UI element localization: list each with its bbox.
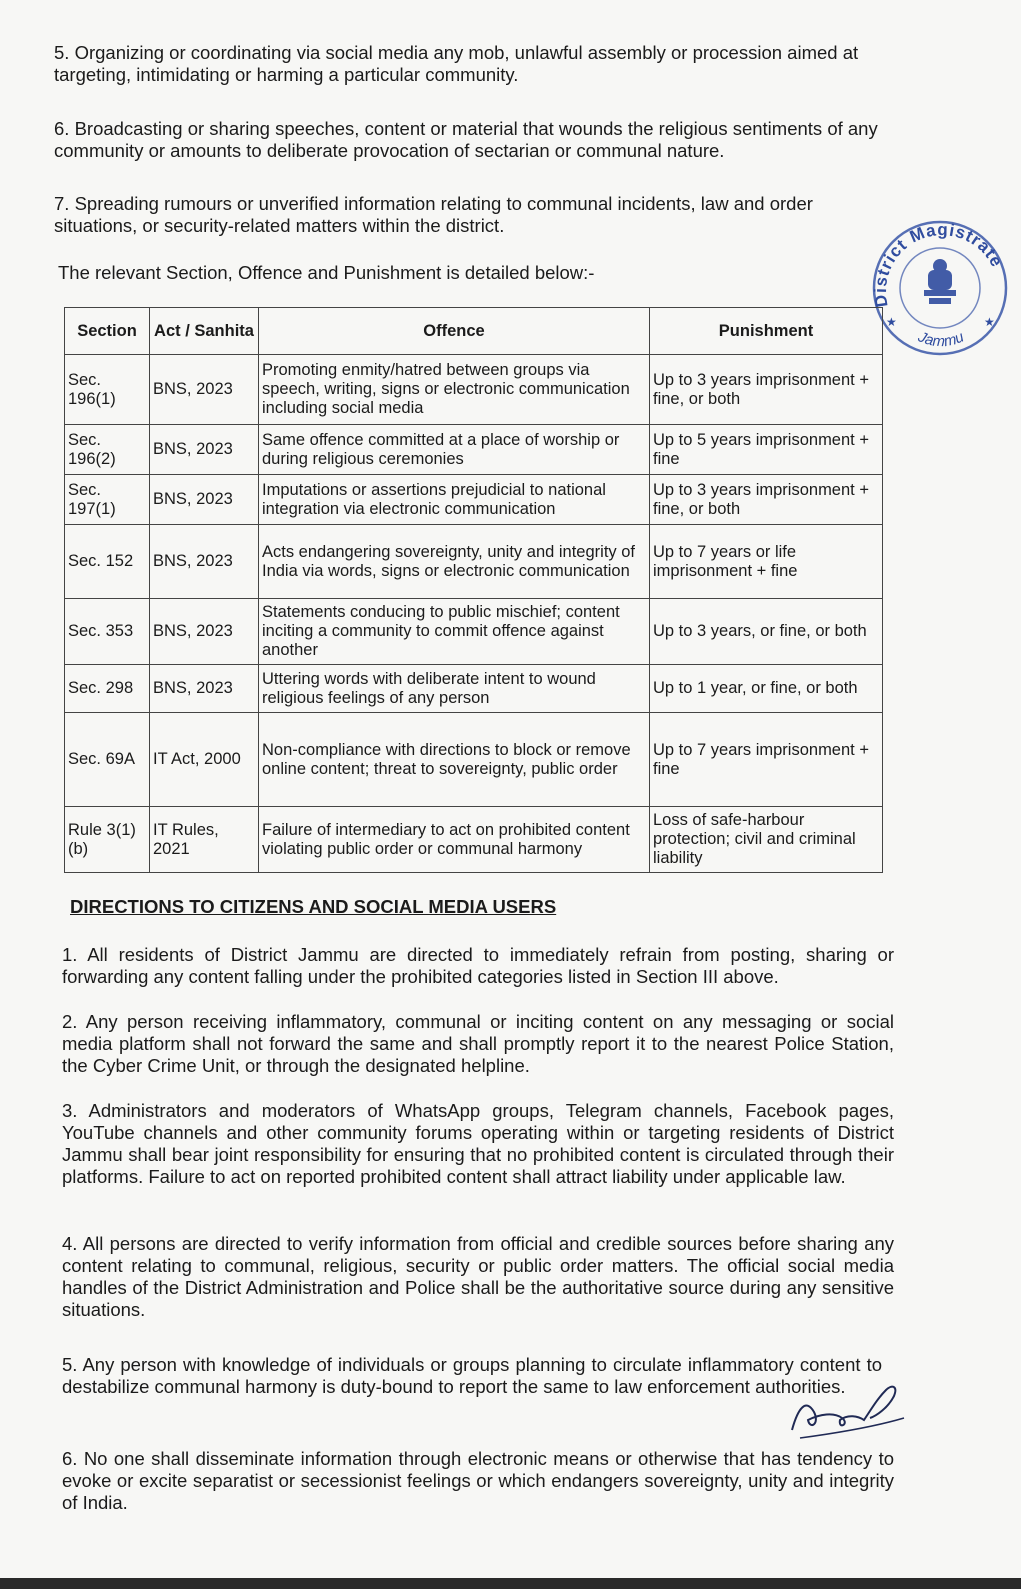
cell-section: Sec. 298 <box>65 665 150 713</box>
cell-punishment: Up to 5 years imprisonment + fine <box>650 425 883 475</box>
cell-offence: Same offence committed at a place of worship or during religious ceremonies <box>259 425 650 475</box>
cell-punishment: Up to 7 years or life imprisonment + fine <box>650 525 883 599</box>
cell-act: BNS, 2023 <box>150 525 259 599</box>
table-row <box>65 355 883 425</box>
direction-item-4: 4. All persons are directed to verify information from official and credible sources before sharing any content relating to communal, religious, security or public order matters. The official social media handles of the District Administration and Police shall be the authoritative source during any sensitive situations. <box>62 1233 894 1320</box>
stamp-top-text: District Magistrate <box>870 220 1007 309</box>
cell-act: BNS, 2023 <box>150 599 259 665</box>
list-item-6: 6. Broadcasting or sharing speeches, content or material that wounds the religious sentiments of any community or amounts to deliberate provocation of sectarian or communal nature. <box>54 118 878 161</box>
table-row <box>65 599 883 665</box>
cell-punishment: Loss of safe-harbour protection; civil and criminal liability <box>650 807 883 873</box>
table-row <box>65 713 883 807</box>
cell-act: IT Rules, 2021 <box>150 807 259 873</box>
direction-item-6: 6. No one shall disseminate information through electronic means or otherwise that has tendency to evoke or excite separatist or secessionist feelings or which endangers sovereignty, unity and integrity of India. <box>62 1448 894 1513</box>
svg-text:★: ★ <box>984 315 995 329</box>
cell-section: Sec. 152 <box>65 525 150 599</box>
directions-heading: DIRECTIONS TO CITIZENS AND SOCIAL MEDIA USERS <box>70 896 557 917</box>
cell-punishment: Up to 3 years imprisonment + fine, or both <box>650 355 883 425</box>
cell-section: Sec. 196(2) <box>65 425 150 475</box>
svg-text:Jammu <box>915 328 967 350</box>
cell-offence: Failure of intermediary to act on prohibited content violating public order or communal harmony <box>259 807 650 873</box>
table-intro: The relevant Section, Offence and Punishment is detailed below:- <box>58 262 595 283</box>
district-magistrate-stamp <box>866 214 1014 362</box>
page-bottom-edge <box>0 1578 1021 1589</box>
table-row <box>65 665 883 713</box>
cell-punishment: Up to 3 years imprisonment + fine, or both <box>650 475 883 525</box>
cell-offence: Uttering words with deliberate intent to wound religious feelings of any person <box>259 665 650 713</box>
header-section: Section <box>65 308 150 355</box>
direction-item-2: 2. Any person receiving inflammatory, communal or inciting content on any messaging or social media platform shall not forward the same and shall promptly report it to the nearest Police Station, the Cyber Crime Unit, or through the designated helpline. <box>62 1011 894 1076</box>
cell-section: Sec. 353 <box>65 599 150 665</box>
table-row <box>65 425 883 475</box>
header-punishment: Punishment <box>650 308 883 355</box>
cell-punishment: Up to 1 year, or fine, or both <box>650 665 883 713</box>
direction-item-3: 3. Administrators and moderators of WhatsApp groups, Telegram channels, Facebook pages, YouTube channels and other community forums operating within or targeting residents of District Jammu shall bear joint responsibility for ensuring that no prohibited content is circulated through their platforms. Failure to act on reported prohibited content shall attract liability under applicable law. <box>62 1100 894 1187</box>
stamp-seal-graphic <box>866 214 1014 362</box>
list-item-7: 7. Spreading rumours or unverified information relating to communal incidents, law and order situations, or security-related matters within the district. <box>54 193 813 236</box>
cell-punishment: Up to 7 years imprisonment + fine <box>650 713 883 807</box>
table-row <box>65 807 883 873</box>
header-offence: Offence <box>259 308 650 355</box>
direction-item-1: 1. All residents of District Jammu are directed to immediately refrain from posting, sharing or forwarding any content falling under the prohibited categories listed in Section III above. <box>62 944 894 987</box>
cell-offence: Acts endangering sovereignty, unity and integrity of India via words, signs or electronic communication <box>259 525 650 599</box>
signature <box>780 1368 915 1443</box>
cell-act: IT Act, 2000 <box>150 713 259 807</box>
table-row <box>65 475 883 525</box>
cell-act: BNS, 2023 <box>150 425 259 475</box>
cell-section: Sec. 196(1) <box>65 355 150 425</box>
list-item-5: 5. Organizing or coordinating via social media any mob, unlawful assembly or procession aimed at targeting, intimidating or harming a particular community. <box>54 42 859 85</box>
cell-act: BNS, 2023 <box>150 475 259 525</box>
cell-punishment: Up to 3 years, or fine, or both <box>650 599 883 665</box>
table-header-row <box>65 308 883 355</box>
signature-graphic <box>780 1368 915 1443</box>
cell-section: Rule 3(1)(b) <box>65 807 150 873</box>
header-act: Act / Sanhita <box>150 308 259 355</box>
direction-item-5: 5. Any person with knowledge of individuals or groups planning to circulate inflammatory content to destabilize communal harmony is duty-bound to report the same to law enforcement authorities. <box>62 1354 882 1397</box>
cell-offence: Promoting enmity/hatred between groups via speech, writing, signs or electronic communication including social media <box>259 355 650 425</box>
cell-offence: Statements conducing to public mischief; content inciting a community to commit offence against another <box>259 599 650 665</box>
cell-offence: Non-compliance with directions to block or remove online content; threat to sovereignty, public order <box>259 713 650 807</box>
stamp-bottom-text: Jammu <box>915 328 967 351</box>
cell-act: BNS, 2023 <box>150 665 259 713</box>
cell-offence: Imputations or assertions prejudicial to national integration via electronic communication <box>259 475 650 525</box>
cell-section: Sec. 197(1) <box>65 475 150 525</box>
svg-text:★: ★ <box>886 315 897 329</box>
offence-table <box>64 307 883 873</box>
cell-act: BNS, 2023 <box>150 355 259 425</box>
cell-section: Sec. 69A <box>65 713 150 807</box>
table-row <box>65 525 883 599</box>
